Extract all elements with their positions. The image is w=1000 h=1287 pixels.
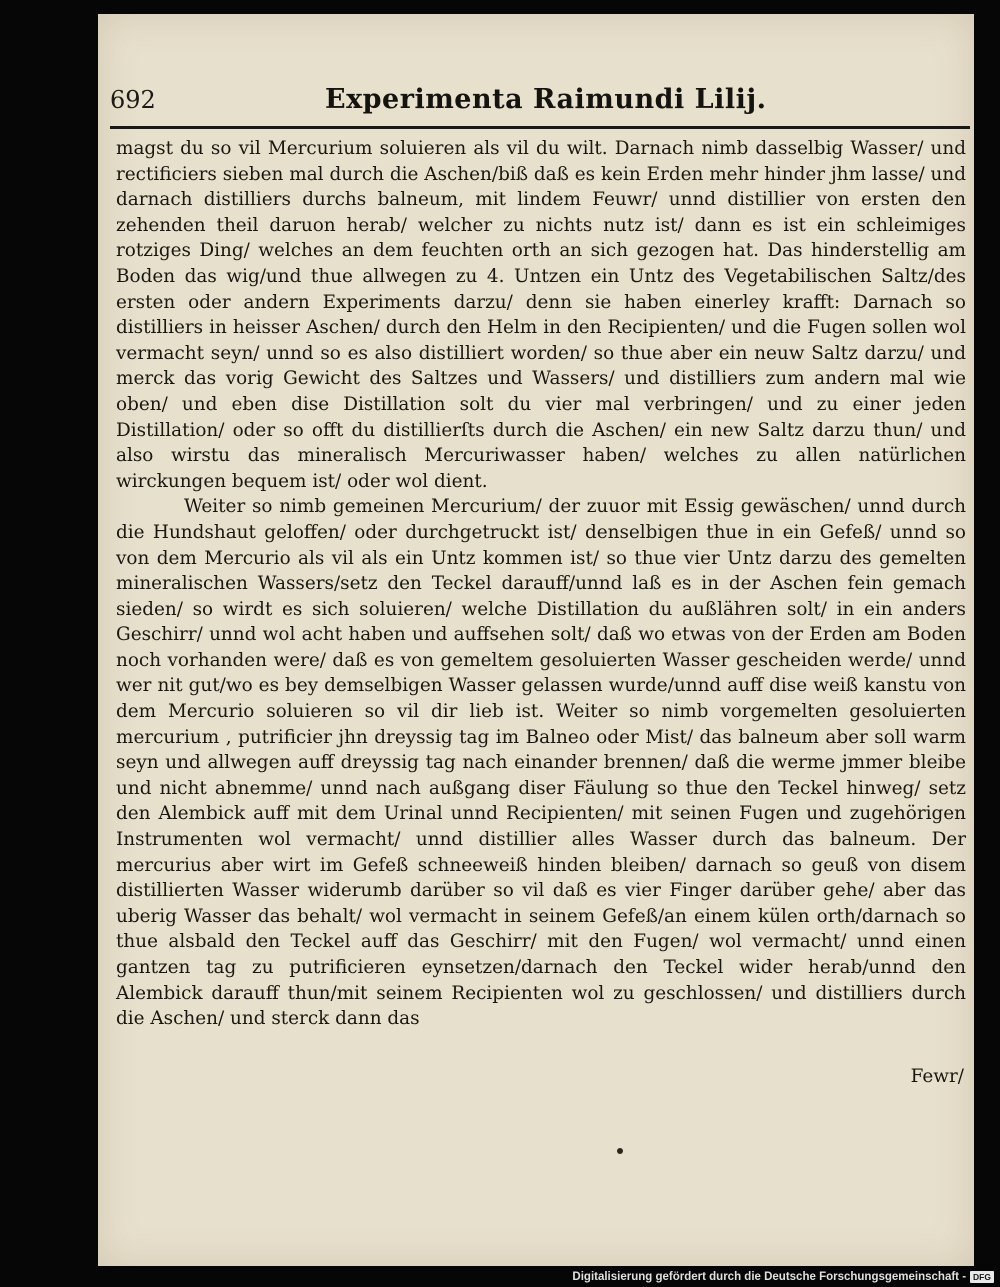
attribution-text: Digitalisierung gefördert durch die Deutsche Forschungsgemeinschaft - [572, 1271, 967, 1283]
catchword: Fewr/ [910, 1066, 964, 1087]
digitization-attribution [572, 1271, 994, 1283]
running-title: Experimenta Raimundi Lilij. [325, 84, 767, 115]
paragraph-2: Weiter so nimb gemeinen Mercurium/ der zuuor mit Essig gewäschen/ unnd durch die Hundshaut geloffen/ oder durchgetruckt ist/ denselbigen thue in ein Gefeß/ unnd so von dem Mercurio als vil als ein Untz kommen ist/ so thue vier Untz darzu des gemelten mineralischen Wassers/setz den Teckel darauff/unnd laß es in der Aschen fein gemach sieden/ so wirdt es sich soluieren/ welche Distillation du außlähren solt/ in ein anders Geschirr/ unnd wol acht haben und auffsehen solt/ daß wo etwas von der Erden am Boden noch vorhanden were/ daß es von gemeltem gesoluierten Wasser gescheiden werde/ unnd wer nit gut/wo es bey demselbigen Wasser gelassen wurde/unnd auff dise weiß kanstu von dem Mercurio soluieren so vil dir lieb ist. Weiter so nimb vorgemelten gesoluierten mercurium , putrificier jhn dreyssig tag im Balneo oder Mist/ das balneum aber soll warm seyn und allwegen auff dreyssig tag nach einander brennen/ daß die werme jmmer bleibe und nicht abnemme/ unnd nach außgang diser Fäulung so thue den Teckel hinweg/ setz den Alembick auff mit dem Urinal unnd Recipienten/ mit seinen Fugen und zugehörigen Instrumenten wol vermacht/ unnd distillier alles Wasser durch das balneum. Der mercurius aber wirt im Gefeß schneeweiß hinden bleiben/ darnach so geuß von disem distillierten Wasser widerumb darüber so vil daß es vier Finger darüber gehe/ aber das uberig Wasser das behalt/ wol vermacht in seinem Gefeß/an einem külen orth/darnach so thue alsbald den Teckel auff das Geschirr/ mit den Fugen/ wol vermacht/ unnd einen gantzen tag zu putrificieren eynsetzen/darnach den Teckel wider herab/unnd den Alembick darauff thun/mit seinem Recipienten wol zu geschlossen/ und distilliers durch die Aschen/ und sterck dann das [116, 496, 966, 1030]
body-text [116, 136, 966, 1032]
header-rule [110, 126, 970, 129]
dfg-logo-icon: DFG [970, 1271, 994, 1283]
page-header [110, 86, 970, 122]
ink-dot [617, 1148, 623, 1154]
paragraph-1: magst du so vil Mercurium soluieren als vil du wilt. Darnach nimb dasselbig Wasser/ und rectificiers sieben mal durch die Aschen/biß daß es kein Erden mehr hinder jhm lasse/ und darnach distilliers durchs balneum, mit lindem Feuwr/ unnd distillier von ersten den zehenden theil daruon herab/ welcher zu nichts nutz ist/ dann es ist ein schleimiges rotziges Ding/ welches an dem feuchten orth an sich gezogen hat. Das hinderstellig am Boden das wig/und thue allwegen zu 4. Untzen ein Untz des Vegetabilischen Saltz/des ersten oder andern Experiments darzu/ denn sie haben einerley krafft: Darnach so distilliers in heisser Aschen/ durch den Helm in den Recipienten/ und die Fugen sollen wol vermacht seyn/ unnd so es also distilliert worden/ so thue aber ein neuw Saltz darzu/ und merck das vorig Gewicht des Saltzes und Wassers/ und distilliers zum andern mal wie oben/ und eben dise Distillation solt du vier mal verbringen/ und zu einer jeden Distillation/ oder so offt du distillierſts durch die Aschen/ ein new Saltz darzu thun/ und also wirstu das mineralisch Mercuriwasser haben/ welches zu allen natürlichen wirckungen bequem ist/ oder wol dient. [116, 138, 966, 492]
page-number: 692 [110, 86, 156, 114]
